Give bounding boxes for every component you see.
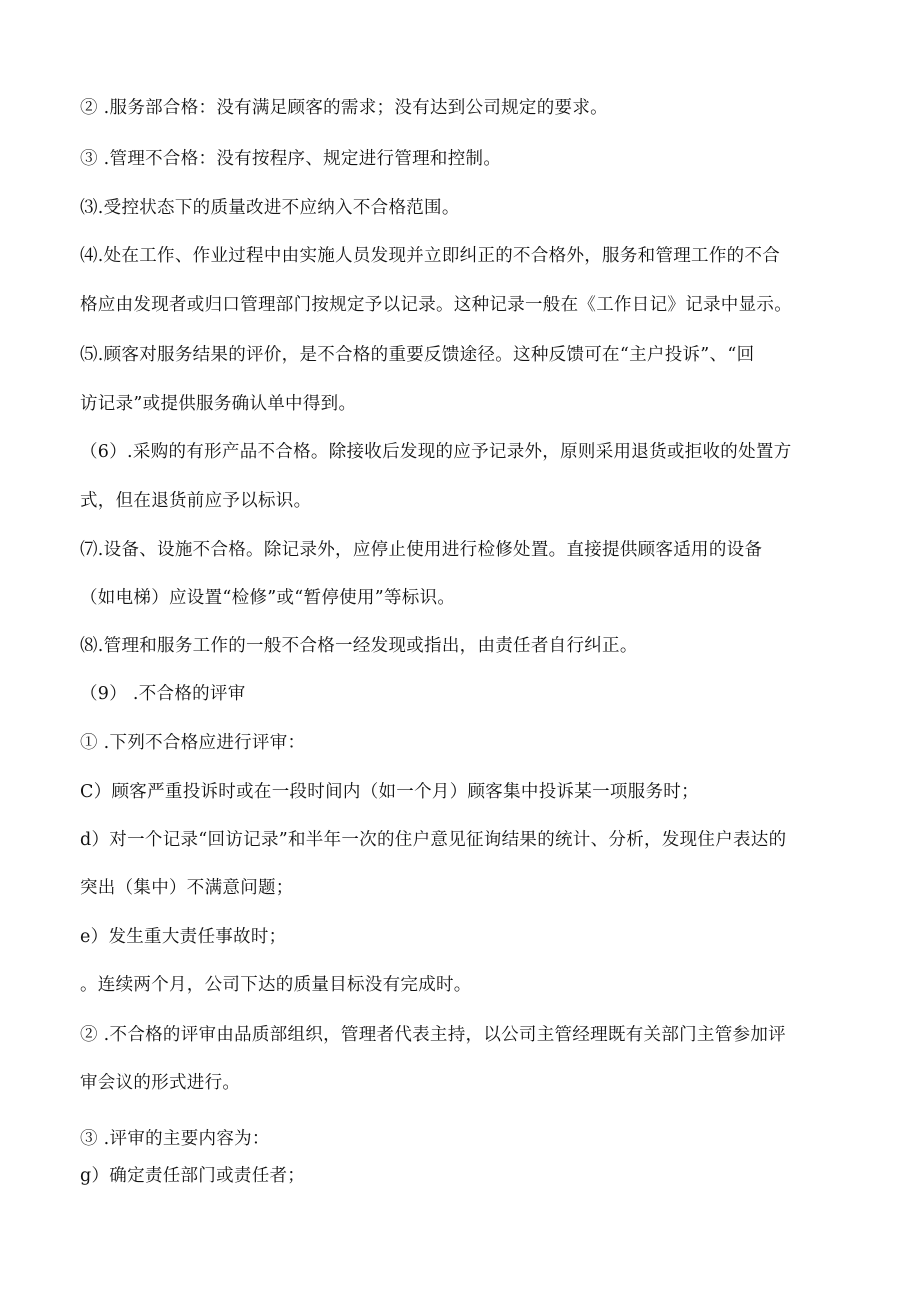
text-line: ⑷.处在工作、作业过程中由实施人员发现并立即纠正的不合格外，服务和管理工作的不合 [80, 246, 781, 266]
text-line: ② .不合格的评审由品质部组织，管理者代表主持，以公司主管经理既有关部门主管参加评 [80, 1025, 786, 1045]
text-line: ⑻.管理和服务工作的一般不合格一经发现或指出，由责任者自行纠正。 [80, 636, 638, 656]
text-line: ⑸.顾客对服务结果的评价，是不合格的重要反馈途径。这种反馈可在“主户投诉”、“回 [80, 345, 755, 365]
text-line: （如电梯）应设置“检修”或“暂停使用”等标识。 [80, 588, 456, 608]
text-line: 审会议的形式进行。 [80, 1073, 241, 1093]
text-line: d）对一个记录“回访记录”和半年一次的住户意见征询结果的统计、分析，发现住户表达的 [80, 830, 787, 850]
text-line: ③ .评审的主要内容为： [80, 1129, 270, 1149]
section-heading: （9） .不合格的评审 [80, 684, 246, 704]
text-line: 格应由发现者或归口管理部门按规定予以记录。这种记录一般在《工作日记》记录中显示。 [80, 295, 792, 315]
text-line: ⑶.受控状态下的质量改进不应纳入不合格范围。 [80, 198, 460, 218]
text-line: 。连续两个月，公司下达的质量目标没有完成时。 [80, 975, 472, 995]
text-line: C）顾客严重投诉时或在一段时间内（如一个月）顾客集中投诉某一项服务时； [80, 782, 699, 802]
text-line: ⑺.设备、设施不合格。除记录外，应停止使用进行检修处置。直接提供顾客适用的设备 [80, 540, 763, 560]
text-line: （6）.采购的有形产品不合格。除接收后发现的应予记录外，原则采用退货或拒收的处置方 [80, 442, 792, 462]
text-line: ② .服务部合格：没有满足顾客的需求；没有达到公司规定的要求。 [80, 98, 608, 118]
text-line: 突出（集中）不满意问题； [80, 878, 294, 898]
text-line: 式，但在退货前应予以标识。 [80, 491, 312, 511]
text-line: 访记录”或提供服务确认单中得到。 [80, 394, 357, 414]
text-line: g）确定责任部门或责任者； [80, 1166, 306, 1186]
text-line: ① .下列不合格应进行评审： [80, 733, 306, 753]
text-line: ③ .管理不合格：没有按程序、规定进行管理和控制。 [80, 149, 502, 169]
text-line: e）发生重大责任事故时； [80, 927, 287, 947]
